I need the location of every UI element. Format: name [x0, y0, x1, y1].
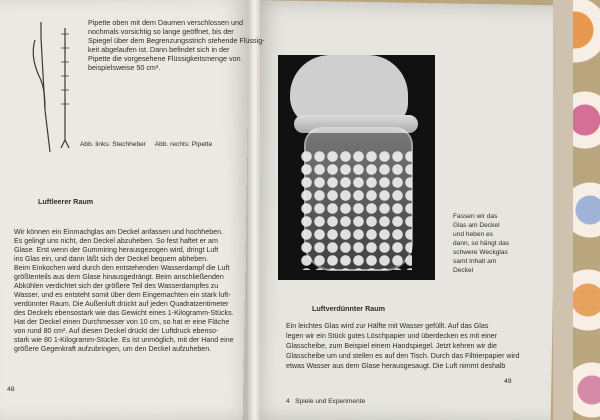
- left-body-line-5: Beim Einkochen wird durch den entstehenden Wasserdampf die Luft: [14, 264, 230, 272]
- left-section-heading: Luftleerer Raum: [38, 197, 94, 206]
- photo-caption-line-2: Glas am Deckel: [453, 222, 500, 229]
- left-body-line-12: von rund 80 cm². Auf diesen Deckel drückt der Luftdruck ebenso-: [14, 327, 219, 335]
- photo-caption-line-6: samt Inhalt am: [453, 258, 497, 265]
- right-body-line-1: Ein leichtes Glas wird zur Hälfte mit Wasser gefüllt. Auf das Glas: [286, 322, 489, 330]
- jar-photo: [278, 55, 435, 280]
- left-body-line-4: ins Glas ein, und dann läßt sich der Deckel bequem abheben.: [14, 255, 209, 263]
- bead-cluster: [300, 150, 412, 270]
- left-body-line-1: Wir können ein Einmachglas am Deckel anfassen und hochheben.: [14, 228, 223, 236]
- book-gutter: [248, 0, 260, 420]
- photo-caption-line-7: Deckel: [453, 267, 474, 274]
- right-body-line-4: Glasscheibe um und stellen es auf den Tisch. Durch das Filtrierpapier wird: [286, 352, 520, 360]
- photo-caption-line-1: Fassen wir das: [453, 213, 498, 220]
- right-page-number: 49: [504, 378, 512, 385]
- right-body-line-5: etwas Wasser aus dem Glase herausgesaugt. Die Luft nimmt deshalb: [286, 362, 506, 370]
- left-body-line-3: Glase. Erst wenn der Gummiring herausgezogen wird, dringt Luft: [14, 246, 219, 254]
- left-body-line-2: Es gelingt uns nicht, den Deckel abzuheben. So fest haftet er am: [14, 237, 218, 245]
- left-body-line-9: verdünnter Raum. Die Außenluft drückt auf jeden Quadratzentimeter: [14, 300, 229, 308]
- left-body-line-14: größere Gegenkraft aufzubringen, um den Deckel aufzuheben.: [14, 345, 212, 353]
- left-body-line-10: des Deckels ebensostark wie das Gewicht eines 1-Kilogramm-Stücks.: [14, 309, 234, 317]
- right-body-line-3: Glasscheibe, zum Beispiel einem Handspiegel. Jetzt kehren wir die: [286, 342, 497, 350]
- left-body-line-11: Hat der Deckel einen Durchmesser von 10 cm, so hat er eine Fläche: [14, 318, 230, 326]
- pipette-text-line-6: beispielsweise 50 cm³.: [88, 63, 161, 72]
- pipette-text-line-1: Pipette oben mit dem Daumen verschlossen und: [88, 18, 244, 27]
- left-page-number: 48: [7, 386, 15, 393]
- left-body-line-7: Abkühlen verdichtet sich der größere Teil des Wasserdampfes zu: [14, 282, 219, 290]
- book-cover-edge: [553, 0, 573, 420]
- pipette-text-line-2: nochmals vorsichtig so lange geöffnet, bis der: [88, 27, 234, 36]
- figure-caption: Abb. links: Stechheber Abb. rechts: Pipette: [80, 141, 213, 148]
- left-body-line-6: größtenteils aus dem Glase hinausgedrängt. Beim anschließenden: [14, 273, 224, 281]
- pipette-text-line-3: Spiegel über dem Begrenzungsstrich stehende Flüssig-: [88, 36, 265, 45]
- photo-caption-line-5: schwere Weckglas: [453, 249, 508, 256]
- footer-label: 4 Spiele und Experimente: [286, 398, 366, 405]
- photo-caption-line-3: und heben es: [453, 231, 493, 238]
- pipette-text-line-5: Pipette die vorgesehene Flüssigkeitsmenge von: [88, 54, 241, 63]
- photo-caption-line-4: dann, so hängt das: [453, 240, 510, 247]
- left-body-line-13: stark wie 80 1-Kilogramm-Stücke. Es ist unmöglich, mit der Hand eine: [14, 336, 234, 344]
- right-section-heading: Luftverdünnter Raum: [312, 304, 386, 313]
- pipette-text-line-4: keit abgelaufen ist. Dann befindet sich in der: [88, 45, 230, 54]
- right-body-line-2: legen wir ein Stück gutes Löschpapier und überdecken es mit einer: [286, 332, 497, 340]
- pipette-figure: [25, 20, 77, 160]
- left-body-line-8: Wasser, und es entsteht somit über dem Eingemachten ein stark luft-: [14, 291, 231, 299]
